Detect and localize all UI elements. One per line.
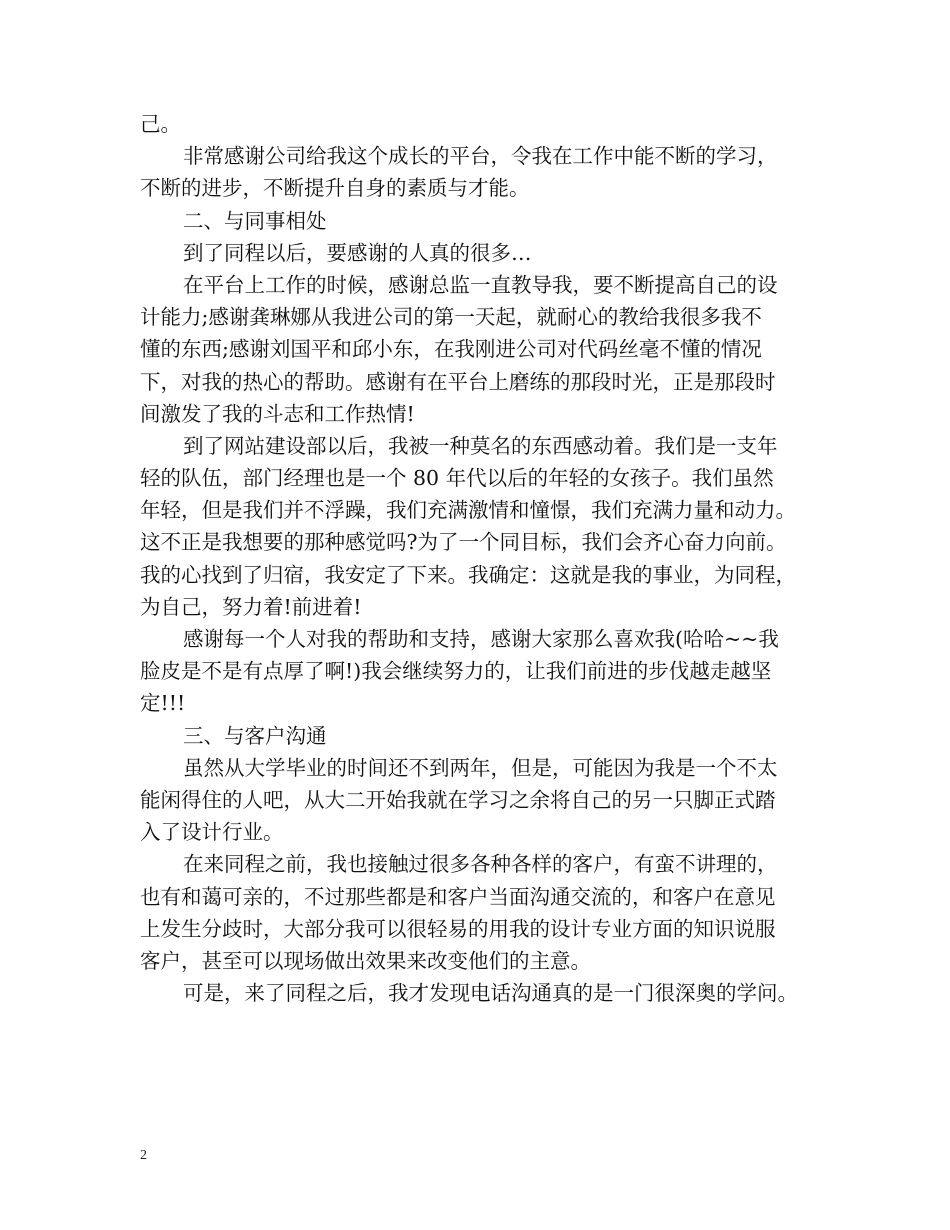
text-line: 为自己，努力着!前进着!	[140, 594, 362, 619]
text-line: 下，对我的热心的帮助。感谢有在平台上磨练的那段时光，正是那段时	[140, 369, 776, 394]
text-line: 年轻，但是我们并不浮躁，我们充满激情和憧憬，我们充满力量和动力。	[140, 498, 796, 523]
text-line: 在平台上工作的时候，感谢总监一直教导我，要不断提高自己的设	[183, 272, 778, 297]
text-line: 我的心找到了归宿，我安定了下来。我确定：这就是我的事业，为同程，	[140, 562, 796, 587]
text-line: 脸皮是不是有点厚了啊!)我会继续努力的，让我们前进的步伐越走越坚	[140, 659, 772, 684]
text-line: 入了设计行业。	[140, 820, 284, 845]
text-line: 这不正是我想要的那种感觉吗?为了一个同目标，我们会齐心奋力向前。	[140, 530, 787, 555]
text-line: 在来同程之前，我也接触过很多各种各样的客户，有蛮不讲理的，	[183, 852, 778, 877]
text-line: 上发生分歧时，大部分我可以很轻易的用我的设计专业方面的知识说服	[140, 916, 776, 941]
text-line: 客户，甚至可以现场做出效果来改变他们的主意。	[140, 948, 591, 973]
text-line: 虽然从大学毕业的时间还不到两年，但是，可能因为我是一个不太	[183, 755, 778, 780]
text-line: 计能力;感谢龚琳娜从我进公司的第一天起，就耐心的教给我很多我不	[140, 305, 762, 330]
text-line: 间激发了我的斗志和工作热情!	[140, 401, 415, 426]
text-line: 也有和蔼可亲的，不过那些都是和客户当面沟通交流的，和客户在意见	[140, 884, 776, 909]
text-line: 懂的东西;感谢刘国平和邱小东，在我刚进公司对代码丝毫不懂的情况	[140, 337, 762, 362]
text-line: 定!!!	[140, 691, 186, 716]
text-line: 轻的队伍，部门经理也是一个 80 年代以后的年轻的女孩子。我们虽然	[140, 466, 774, 491]
text-line: 到了同程以后，要感谢的人真的很多…	[183, 240, 532, 265]
text-line: 二、与同事相处	[183, 208, 327, 233]
text-line: 感谢每一个人对我的帮助和支持，感谢大家那么喜欢我(哈哈~~我	[183, 627, 779, 651]
text-line: 非常感谢公司给我这个成长的平台，令我在工作中能不断的学习，	[183, 144, 778, 169]
text-line: 三、与客户沟通	[183, 723, 327, 748]
text-line: 己。	[140, 112, 181, 136]
text-line: 不断的进步，不断提升自身的素质与才能。	[140, 176, 530, 201]
text-line: 可是，来了同程之后，我才发现电话沟通真的是一门很深奥的学问。	[183, 981, 798, 1006]
text-line: 到了网站建设部以后，我被一种莫名的东西感动着。我们是一支年	[183, 433, 778, 458]
text-line: 能闲得住的人吧，从大二开始我就在学习之余将自己的另一只脚正式踏	[140, 787, 776, 812]
document-body	[140, 108, 820, 1009]
page-number: 2	[140, 1148, 147, 1163]
